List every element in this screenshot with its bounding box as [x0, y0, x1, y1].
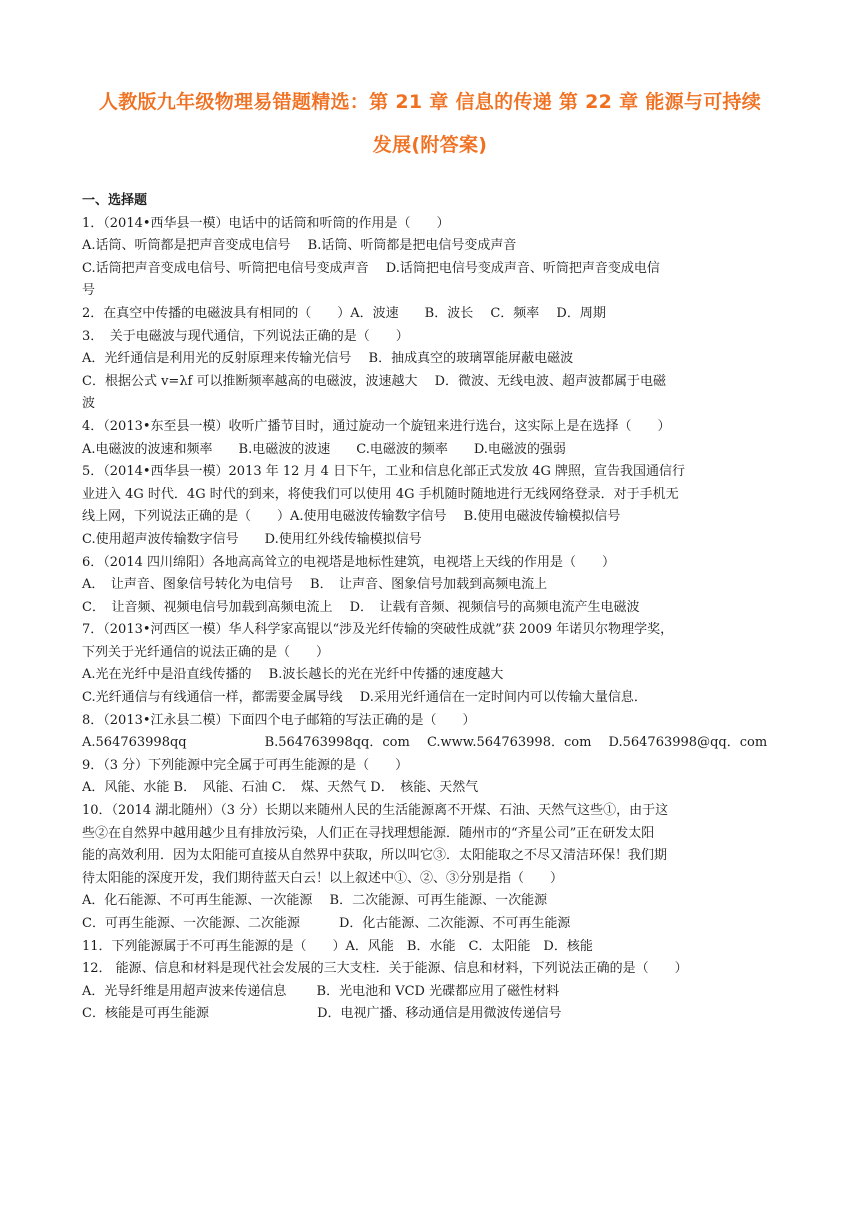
text-line: A.话筒、听筒都是把声音变成电信号 B.话筒、听筒都是把电信号变成声音	[82, 238, 517, 254]
text-line: 能的高效利用．因为太阳能可直接从自然界中获取，所以叫它③．太阳能取之不尽又清洁环保！我们期	[82, 848, 668, 864]
text-line: C.话筒把声音变成电信号、听筒把电信号变成声音 D.话筒把电信号变成声音、听筒把声音变成电信	[82, 260, 660, 276]
text-line: 下列关于光纤通信的说法正确的是（ ）	[82, 644, 330, 660]
text-line: C．可再生能源、一次能源、二次能源 D．化古能源、二次能源、不可再生能源	[82, 916, 571, 931]
text-line: 些②在自然界中越用越少且有排放污染，人们正在寻找理想能源．随州市的“齐星公司”正在研发太阳	[82, 825, 655, 841]
text-line: 1．（2014•西华县一模）电话中的话筒和听筒的作用是（ ）	[82, 215, 450, 231]
text-line: 号	[82, 283, 96, 299]
text-line: 5．（2014•西华县一模）2013 年 12 月 4 日下午，工业和信息化部正式发放 4G 牌照，宣告我国通信行	[82, 464, 686, 480]
text-line: 4．（2013•东至县一模）收听广播节目时，通过旋动一个旋钮来进行选台，这实际上是在选择（ ）	[82, 418, 671, 434]
text-line: A.564763998qq B.564763998qq．com C.www.564763998．com D.564763998@qq．com	[82, 735, 768, 751]
document-title-line-1: 人教版九年级物理易错题精选：第 21 章 信息的传递 第 22 章 能源与可持续	[98, 91, 762, 113]
text-line: 线上网，下列说法正确的是（ ）A.使用电磁波传输数字信号 B.使用电磁波传输模拟信号	[82, 509, 621, 525]
text-line: A．风能、水能 B． 风能、石油 C． 煤、天然气 D． 核能、天然气	[82, 780, 479, 796]
text-line: A.光在光纤中是沿直线传播的 B.波长越长的光在光纤中传播的速度越大	[82, 667, 504, 683]
text-line: 11．下列能源属于不可再生能源的是（ ）A．风能 B．水能 C．太阳能 D．核能	[82, 938, 593, 954]
text-line: A．化石能源、不可再生能源、一次能源 B．二次能源、可再生能源、一次能源	[82, 893, 548, 909]
text-line: 12． 能源、信息和材料是现代社会发展的三大支柱．关于能源、信息和材料，下列说法正确的是（ ）	[82, 961, 688, 977]
text-line: 2．在真空中传播的电磁波具有相同的（ ）A．波速 B．波长 C．频率 D．周期	[82, 305, 606, 321]
text-line: A．光导纤维是用超声波来传递信息 B．光电池和 VCD 光碟都应用了磁性材料	[82, 983, 560, 999]
document-title-line-2: 发展(附答案)	[372, 134, 488, 156]
text-line: 业进入 4G 时代．4G 时代的到来，将使我们可以使用 4G 手机随时随地进行无线网络登录．对于手机无	[82, 486, 679, 502]
question-list	[82, 190, 782, 1026]
text-line: C．核能是可再生能源 D．电视广播、移动通信是用微波传递信号	[82, 1006, 562, 1022]
text-line: C．根据公式 v=λf 可以推断频率越高的电磁波，波速越大 D．微波、无线电波、超声波都属于电磁	[82, 373, 667, 389]
text-line: A.电磁波的波速和频率 B.电磁波的波速 C.电磁波的频率 D.电磁波的强弱	[82, 441, 566, 457]
text-line: 10．（2014 湖北随州）（3 分）长期以来随州人民的生活能源离不开煤、石油、天然气这些①，由于这	[82, 803, 669, 819]
section-heading: 一、选择题	[82, 193, 148, 208]
text-line: 3． 关于电磁波与现代通信，下列说法正确的是（ ）	[82, 328, 409, 344]
text-line: A．光纤通信是利用光的反射原理来传输光信号 B．抽成真空的玻璃罩能屏蔽电磁波	[82, 351, 574, 367]
text-line: 波	[82, 396, 96, 412]
text-line: C． 让音频、视频电信号加载到高频电流上 D． 让载有音频、视频信号的高频电流产生电磁波	[82, 599, 640, 615]
text-line: 待太阳能的深度开发，我们期待蓝天白云！以上叙述中①、②、③分别是指（ ）	[82, 870, 564, 886]
text-line: 8．（2013•江永县二模）下面四个电子邮箱的写法正确的是（ ）	[82, 712, 476, 728]
text-line: C.光纤通信与有线通信一样，都需要金属导线 D.采用光纤通信在一定时间内可以传输大量信息．	[82, 690, 647, 706]
text-line: A． 让声音、图象信号转化为电信号 B． 让声音、图象信号加载到高频电流上	[82, 577, 548, 593]
text-line: 6．（2014 四川绵阳）各地高高耸立的电视塔是地标性建筑，电视塔上天线的作用是（ ）	[82, 554, 615, 570]
text-line: 9．（3 分）下列能源中完全属于可再生能源的是（ ）	[82, 757, 409, 773]
text-line: C.使用超声波传输数字信号 D.使用红外线传输模拟信号	[82, 531, 422, 547]
text-line: 7．（2013•河西区一模）华人科学家高锟以“涉及光纤传输的突破性成就”获 2009 年诺贝尔物理学奖，	[82, 622, 674, 638]
